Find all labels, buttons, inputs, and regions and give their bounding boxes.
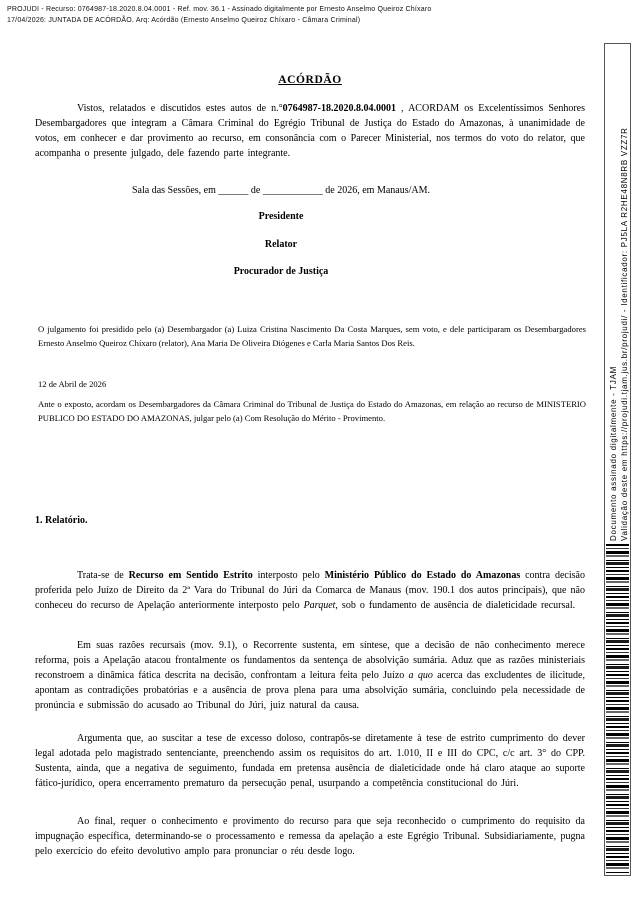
- emsuas-s2: acerca das excludentes de ilicitude, apontam as contradições probatórias e a ausência de prova plena para uma absolvição sumária, concluindo pela necessidade de pronúncia e submissão do acusado ao Tribunal do Júri, juiz natural da causa.: [35, 670, 585, 711]
- trata-italic-parquet: Parquet: [303, 600, 336, 611]
- sidebar-validation-line: Validação deste em https://projudi.tjam.jus.br/projudi/ - Identificador: PJ5LA R2HE48N8RB VZZ7R: [620, 127, 629, 541]
- validation-barcode: [606, 544, 629, 874]
- paragraph-trata-se: [35, 568, 585, 613]
- emsuas-italic-aquo: a quo: [408, 670, 433, 681]
- paragraph-julgamento: O julgamento foi presidido pelo (a) Desembargador (a) Luiza Cristina Nascimento Da Costa Marques, sem voto, e dele participaram os Desembargadores Ernesto Anselmo Queiroz Chíxaro (relator), Ana Maria De Oliveira Diógenes e Carla Maria Santos Dos Reis.: [38, 324, 586, 349]
- trata-s2: interposto pelo: [252, 570, 325, 581]
- paragraph-vistos: [35, 101, 585, 161]
- signature-procurador: Procurador de Justiça: [233, 266, 329, 277]
- paragraph-ao-final: Ao final, requer o conhecimento e provimento do recurso para que seja reconhecido o cumprimento do requisito da impugnação específica, determinando-se o processamento e remessa da apelação a este Egrégio Tribunal. Subsidiariamente, pugna pelo exercício do efeito devolutivo amplo para pronunciar o réu desde logo.: [35, 816, 585, 857]
- vistos-post: , ACORDAM os Excelentíssimos Senhores Desembargadores que integram a Câmara Criminal do Egrégio Tribunal de Justiça do Estado do Amazonas, à unanimidade de votos, em conhecer e dar provimento ao recurso, em consonância com o Parecer Ministerial, nos termos do voto do relator, que acompanha o presente julgado, dele fazendo parte integrante.: [35, 103, 585, 159]
- date-line: 12 de Abril de 2026: [38, 379, 107, 389]
- trata-bold-recurso: Recurso em Sentido Estrito: [128, 570, 253, 581]
- header-line-2: 17/04/2026: JUNTADA DE ACÓRDÃO. Arq: Acórdão (Ernesto Anselmo Queiroz Chíxaro - Câmara Criminal): [7, 17, 361, 24]
- emsuas-s1: Em suas razões recursais (mov. 9.1), o Recorrente sustenta, em síntese, que a decisão de não conhecimento merece reforma, pois a Apelação atacou frontalmente os fundamentos da sentença de absolvição sumária. Aduz que as razões ministeriais reconstroem a dinâmica fática descrita na decisão, confrontam a leitura feita pelo Juízo: [35, 640, 585, 681]
- sidebar-rotated-text: [608, 44, 630, 541]
- trata-s1: Trata-se de: [77, 570, 129, 581]
- signature-presidente: Presidente: [258, 211, 304, 222]
- header-line-1: PROJUDI - Recurso: 0764987-18.2020.8.04.0001 - Ref. mov. 36.1 - Assinado digitalmente por Ernesto Anselmo Queiroz Chíxaro: [7, 6, 432, 13]
- paragraph-ante-exposto: Ante o exposto, acordam os Desembargadores da Câmara Criminal do Tribunal de Justiça do Estado do Amazonas, em relação ao recurso de MINISTERIO PUBLICO DO ESTADO DO AMAZONAS, julgar pelo (a) Com Resolução do Mérito - Provimento.: [38, 399, 586, 424]
- paragraph-argumenta: Argumenta que, ao suscitar a tese de excesso doloso, contrapôs-se diretamente à tese de estrito cumprimento do dever legal adotada pelo magistrado sentenciante, preenchendo assim os requisitos do art. 1.010, II e III do CPC, c/c art. 3° do CPP. Sustenta, ainda, que a negativa de seguimento, fundada em pretensa ausência de dialeticidade onde há claro ataque ao suporte fático-jurídico, opera encerramento prematuro da persecução penal, usurpando a competência constitucional do Júri.: [35, 733, 585, 789]
- paragraph-em-suas-razoes: [35, 638, 585, 713]
- projudi-header: [7, 4, 431, 26]
- document-title: ACÓRDÃO: [278, 74, 342, 86]
- trata-s3: contra decisão proferida pelo Juízo de Direito da 2ª Vara do Tribunal do Júri da Comarca de Manaus (mov. 190.1 dos autos principais), que não conheceu do recurso de Apelação anteriormente interposto pelo: [35, 570, 585, 611]
- signature-validation-sidebar: [604, 43, 631, 876]
- trata-s4: , sob o fundamento de ausência de dialeticidade recursal.: [335, 600, 576, 611]
- vistos-pre: Vistos, relatados e discutidos estes autos de n.°: [77, 103, 283, 114]
- sidebar-signed-line: Documento assinado digitalmente - TJAM: [609, 366, 618, 541]
- sala-sessoes-line: Sala das Sessões, em ______ de ____________ de 2026, em Manaus/AM.: [131, 185, 431, 196]
- signature-relator: Relator: [264, 239, 298, 250]
- relatorio-heading: 1. Relatório.: [35, 515, 88, 526]
- trata-bold-ministerio: Ministério Público do Estado do Amazonas: [324, 570, 521, 581]
- case-number: 0764987-18.2020.8.04.0001: [282, 103, 396, 114]
